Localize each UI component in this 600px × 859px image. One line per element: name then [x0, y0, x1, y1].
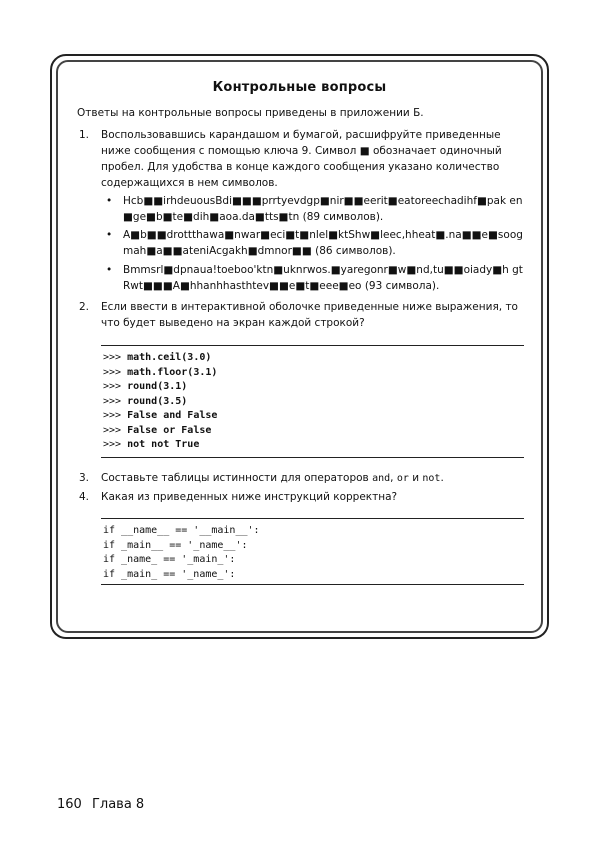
code-line: >>> False and False: [103, 410, 218, 421]
code-line: if __name__ == '__main__':: [103, 525, 260, 536]
question-number: 1.: [79, 129, 90, 141]
code-block-if-statements: [101, 518, 524, 585]
cipher-message: Hcb■■irhdeuousBdi■■■prrtyevdgp■nir■■eerit■eatoreechadihf■pak en■ge■b■te■dih■aoa.da■tts■tn (89 символов).: [123, 195, 523, 223]
page-number: 160: [57, 797, 82, 812]
code-line: >>> math.floor(3.1): [103, 366, 218, 378]
question-text: Составьте таблицы истинности для операторов and, or и not.: [101, 472, 444, 484]
intro-text: Ответы на контрольные вопросы приведены в приложении Б.: [77, 107, 424, 119]
operator-or: or: [396, 473, 409, 484]
question-text: Если ввести в интерактивной оболочке приведенные ниже выражения, то что будет выведено на экран каждой строкой?: [101, 301, 518, 329]
code-line: >>> round(3.5): [103, 395, 188, 407]
question-text: Какая из приведенных ниже инструкций корректна?: [101, 491, 398, 503]
cipher-message: Bmmsrl■dpnaua!toeboo'ktn■uknrwos.■yaregonr■w■nd,tu■■oiady■h gtRwt■■■A■hhanhhasthtev■■e■t■eee■eo (93 символа).: [123, 264, 523, 292]
operator-not: not: [422, 473, 441, 484]
operator-and: and: [372, 473, 391, 484]
code-line: if _name_ == '_main_':: [103, 554, 236, 565]
code-line: >>> False or False: [103, 424, 212, 436]
chapter-label: Глава 8: [91, 797, 145, 812]
section-title: Контрольные вопросы: [212, 80, 387, 95]
question-text: Воспользовавшись карандашом и бумагой, расшифруйте приведенные ниже сообщения с помощью ключа 9. Символ ■ обозначает одиночный пробел. Для удобства в конце каждого сообщения указано количество содержащихся в нем символов.: [101, 129, 502, 189]
question-number: 2.: [79, 301, 90, 313]
bullet-icon: •: [106, 264, 113, 276]
question-number: 4.: [79, 491, 90, 503]
code-line: if _main__ == '_name__':: [103, 539, 248, 551]
code-line: >>> not not True: [103, 439, 200, 450]
page-footer: [57, 797, 144, 812]
code-line: if _main_ == '_name_':: [103, 568, 236, 580]
bullet-icon: •: [106, 195, 113, 207]
code-line: >>> math.ceil(3.0): [103, 352, 212, 363]
bullet-icon: •: [106, 229, 113, 241]
code-line: >>> round(3.1): [103, 381, 188, 392]
question-number: 3.: [79, 472, 90, 484]
cipher-message: A■b■■drottthawa■nwar■eci■t■nlel■ktShw■leec,hheat■.na■■e■soog mah■a■■ateniAcgakh■dmnor■■ (86 символов).: [123, 229, 523, 257]
code-block-expressions: [101, 345, 524, 458]
